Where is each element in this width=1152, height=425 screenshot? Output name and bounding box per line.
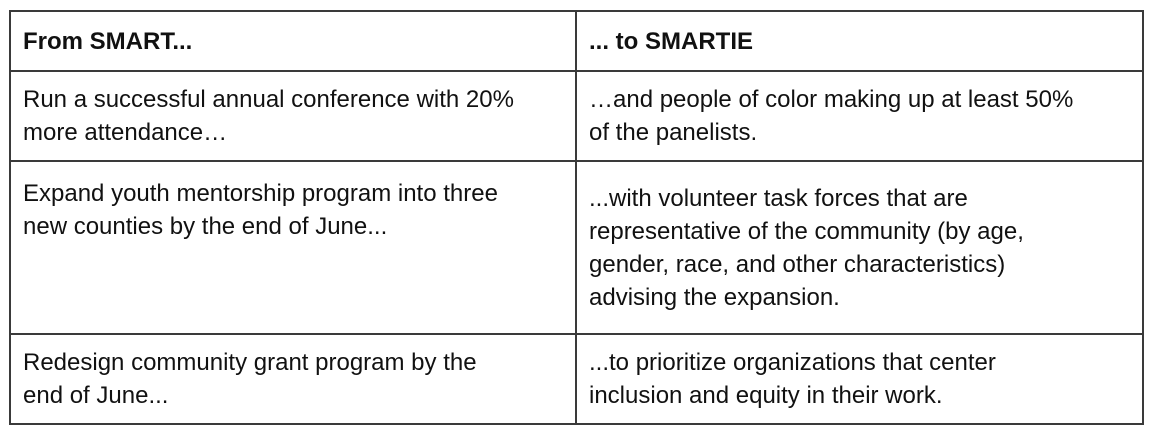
cell-text-line: more attendance… <box>23 119 228 146</box>
from-smart-cell <box>10 334 576 424</box>
table-row <box>10 334 1143 424</box>
cell-text-line: new counties by the end of June... <box>23 213 388 240</box>
to-smartie-cell <box>576 161 1143 334</box>
cell-text-line: inclusion and equity in their work. <box>589 382 943 409</box>
cell-text-line: ...with volunteer task forces that are <box>589 184 968 212</box>
cell-text-line: ...to prioritize organizations that center <box>589 349 996 376</box>
to-smartie-cell <box>576 334 1143 424</box>
table-row <box>10 161 1143 334</box>
cell-text-line: Redesign community grant program by the <box>23 349 477 376</box>
from-smart-cell <box>10 71 576 161</box>
header-from-smart: From SMART... <box>10 11 576 71</box>
cell-text-line: representative of the community (by age, <box>589 217 1024 245</box>
table-header-row <box>10 11 1143 71</box>
cell-text-line: gender, race, and other characteristics) <box>589 250 1006 278</box>
cell-text-line: advising the expansion. <box>589 283 840 311</box>
cell-text-line: Expand youth mentorship program into three <box>23 180 498 207</box>
cell-text-line: end of June... <box>23 382 169 409</box>
header-to-smartie: ... to SMARTIE <box>576 11 1143 71</box>
cell-text-line: of the panelists. <box>589 119 758 146</box>
cell-text-line: …and people of color making up at least 50% <box>589 86 1074 113</box>
smart-to-smartie-table <box>9 10 1144 425</box>
from-smart-cell <box>10 161 576 334</box>
to-smartie-cell <box>576 71 1143 161</box>
cell-text-line: Run a successful annual conference with 20% <box>23 86 514 113</box>
table-row <box>10 71 1143 161</box>
